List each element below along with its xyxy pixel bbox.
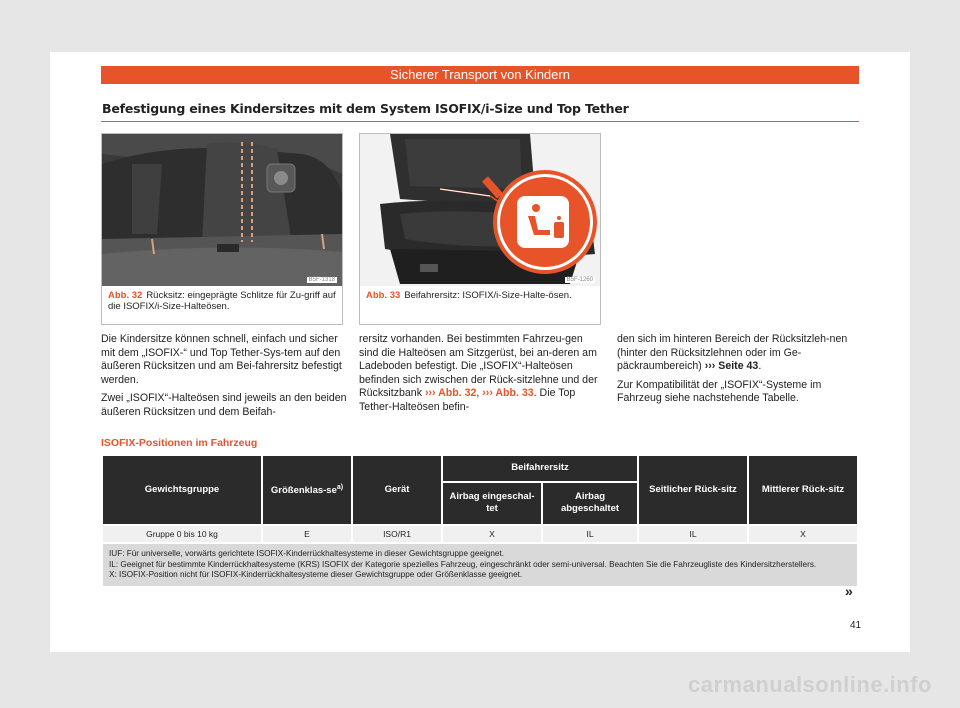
col-header-groessenklasse xyxy=(263,456,351,524)
body-column-3 xyxy=(617,333,863,411)
table-cell: E xyxy=(263,526,351,542)
body-text: . Die Top Tether-Halteösen befin- xyxy=(359,387,576,413)
section-title: Befestigung eines Kindersitzes mit dem System ISOFIX/i-Size und Top Tether xyxy=(102,101,629,116)
table-cell: IL xyxy=(543,526,637,542)
figure-caption xyxy=(366,290,594,301)
table-cell: X xyxy=(443,526,541,542)
footnote-marker: a) xyxy=(336,484,344,492)
figure-code: B5F-1260 xyxy=(566,277,593,283)
table-row xyxy=(103,526,857,542)
body-text: . xyxy=(758,360,762,372)
table-title: ISOFIX-Positionen im Fahrzeug xyxy=(101,437,258,449)
figure-caption xyxy=(108,290,336,312)
table-cell: Gruppe 0 bis 10 kg xyxy=(103,526,261,542)
body-paragraph: Zur Kompatibilität der „ISOFIX“-Systeme im Fahrzeug siehe nachstehende Tabelle. xyxy=(617,378,822,404)
figure-caption-text: Rücksitz: eingeprägte Schlitze für Zu-griff auf die ISOFIX/i-Size-Halteösen. xyxy=(108,290,336,312)
header-text: Größenklas-se xyxy=(270,485,337,497)
watermark xyxy=(0,672,960,698)
body-column-1 xyxy=(101,333,347,424)
figure-33-link[interactable]: ››› Abb. 33 xyxy=(482,387,534,399)
page-43-link[interactable]: ››› Seite 43 xyxy=(704,360,759,372)
body-paragraph xyxy=(617,333,863,374)
chapter-header: Sicherer Transport von Kindern xyxy=(101,66,859,84)
table-notes xyxy=(103,544,857,586)
table-cell: X xyxy=(749,526,857,542)
figure-code: B5F-1318 xyxy=(308,277,335,283)
body-paragraph: Zwei „ISOFIX“-Halteösen sind jeweils an den beiden äußeren Rücksitzen und dem Beifah- xyxy=(101,392,347,418)
table-cell: IL xyxy=(639,526,747,542)
table-notes-row xyxy=(103,544,857,586)
page-number: 41 xyxy=(850,620,862,631)
note-x: X: ISOFIX-Position nicht für ISOFIX-Kinderrückhaltesysteme dieser Gewichtsgruppe oder Größenklasse geeignet. xyxy=(109,570,523,579)
body-paragraph xyxy=(359,333,605,414)
col-header-geraet: Gerät xyxy=(353,456,441,524)
section-divider xyxy=(101,121,859,122)
body-text: den sich im hinteren Bereich der Rücksitzleh-nen (hinter den Rücksitzlehnen oder im Ge-päckraumbereich) xyxy=(617,333,848,372)
rear-seat-image xyxy=(102,134,342,286)
table-cell: ISO/R1 xyxy=(353,526,441,542)
figure-32-link[interactable]: ››› Abb. 32 xyxy=(424,387,477,399)
passenger-seat-image xyxy=(360,134,600,286)
col-header-mittlerer: Mittlerer Rück-sitz xyxy=(749,456,857,524)
isofix-table xyxy=(101,454,859,588)
col-header-airbag-on: Airbag eingeschal-tet xyxy=(443,483,541,524)
continue-marker: » xyxy=(845,583,853,599)
col-header-beifahrersitz: Beifahrersitz xyxy=(443,456,637,481)
note-il: IL: Geeignet für bestimmte Kinderrückhaltesysteme (KRS) ISOFIX der Kategorie spezielles Fahrzeug, eingeschränkt oder semi-universal. Beachten Sie die Fahrzeugliste des Kindersitzherstellers. xyxy=(109,559,817,569)
col-header-gewichtsgruppe: Gewichtsgruppe xyxy=(103,456,261,524)
figure-33 xyxy=(359,133,601,325)
col-header-airbag-off: Airbag abgeschaltet xyxy=(543,483,637,524)
note-iuf: IUF: Für universelle, vorwärts gerichtete ISOFIX-Kinderrückhaltesysteme in dieser Gewichtsgruppe geeignet. xyxy=(109,549,504,558)
figure-number: Abb. 33 xyxy=(366,290,401,301)
body-text: rersitz vorhanden. Bei bestimmten Fahrzeu-gen sind die Halteösen am Sitzgerüst, bei an-deren am Ladeboden befestigt. Die „ISOFIX“-Halteösen befinden sich zwischen der Rück-sitzlehne und der Rücksitzbank xyxy=(359,333,598,399)
body-paragraph: Die Kindersitze können schnell, einfach und sicher mit dem „ISOFIX-“ und Top Tether-Sys-tem auf den äußeren Rücksitzen und am Bei-fahrersitz befestigt werden. xyxy=(101,333,342,386)
body-column-2 xyxy=(359,333,605,419)
watermark-text: carmanualsonline.info xyxy=(688,672,932,697)
col-header-seitlich: Seitlicher Rück-sitz xyxy=(639,456,747,524)
figure-number: Abb. 32 xyxy=(108,290,143,301)
body-text: , xyxy=(476,387,480,399)
figure-caption-text: Beifahrersitz: ISOFIX/i-Size-Halte-ösen. xyxy=(404,290,572,301)
figure-32 xyxy=(101,133,343,325)
